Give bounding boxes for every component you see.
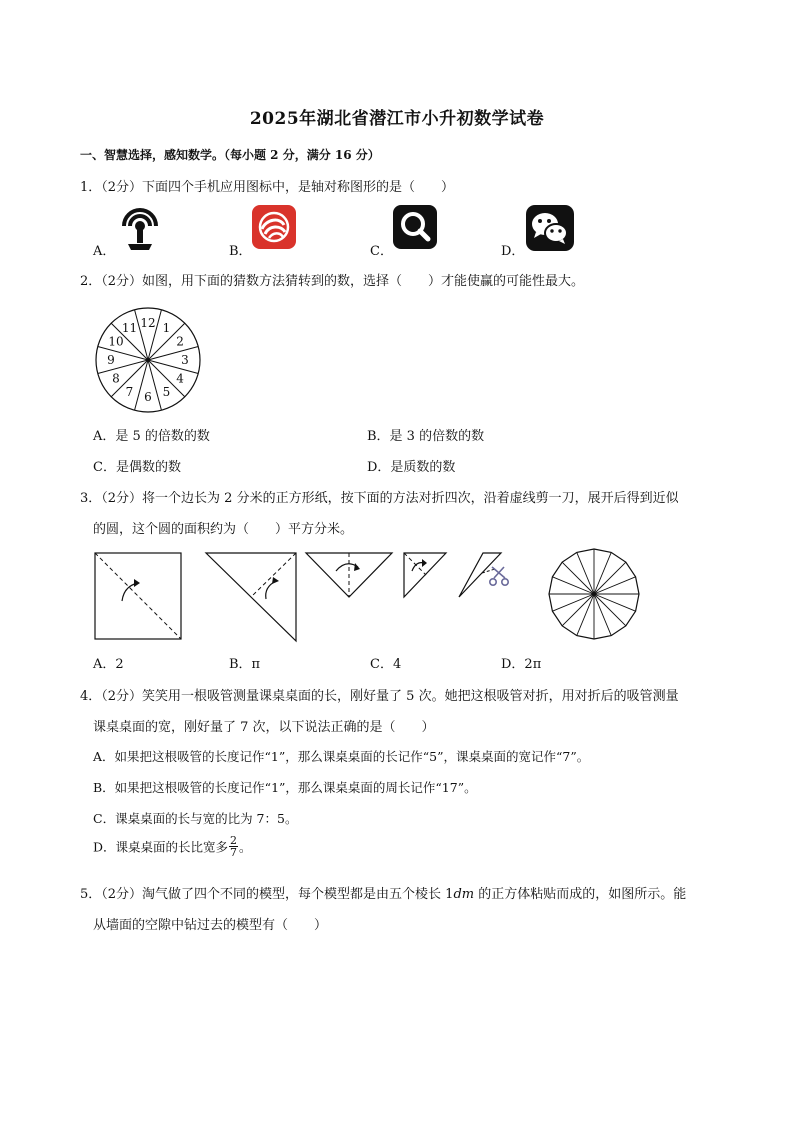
question-3-stem-line2: 的圆，这个圆的面积约为（ ）平方分米。 xyxy=(93,522,354,537)
wheel-number-label: 7 xyxy=(125,385,134,400)
q5-unit: dm xyxy=(453,887,475,902)
swirl-logo-icon xyxy=(252,205,296,249)
section-heading: 一、智慧选择，感知数学。（每小题 2 分，满分 16 分） xyxy=(80,148,380,162)
number-spinner-wheel xyxy=(92,304,204,416)
q3-option-d: D．2π xyxy=(501,657,542,672)
question-1-stem: 1．（2分）下面四个手机应用图标中，是轴对称图形的是（ ） xyxy=(80,180,455,195)
q2-option-d: D．是质数的数 xyxy=(367,460,456,475)
antenna-icon xyxy=(116,204,164,252)
fraction-two-sevenths xyxy=(229,835,238,858)
q4-option-d xyxy=(93,835,252,858)
q4-option-c: C．课桌桌面的长与宽的比为 7：5。 xyxy=(93,811,298,826)
q1-option-a-label: A． xyxy=(93,244,116,259)
fold-step-3-triangle xyxy=(304,551,394,601)
q3-option-b: B．π xyxy=(229,657,261,672)
q3-option-c: C．4 xyxy=(370,657,402,672)
q4-option-a: A．如果把这根吸管的长度记作“1”，那么课桌桌面的长记作“5”，课桌桌面的宽记作“7”。 xyxy=(93,749,590,764)
wheel-number-label: 9 xyxy=(107,353,115,367)
page-title: 2025年湖北省潜江市小升初数学试卷 xyxy=(249,109,545,129)
fraction-denominator: 7 xyxy=(230,846,238,859)
question-3-stem-line1: 3．（2分）将一个边长为 2 分米的正方形纸，按下面的方法对折四次，沿着虚线剪一刀，展开后得到近似 xyxy=(80,491,679,506)
q2-option-a: A．是 5 的倍数的数 xyxy=(93,429,210,444)
question-5-stem-line1 xyxy=(80,883,686,902)
wechat-icon xyxy=(526,205,574,251)
wheel-number-label: 2 xyxy=(176,334,184,349)
q3-option-a: A．2 xyxy=(93,657,124,672)
q1-option-b-label: B． xyxy=(229,244,252,259)
wheel-number-label: 1 xyxy=(162,320,171,335)
wheel-number-label: 8 xyxy=(112,371,120,386)
q4-option-d-end: 。 xyxy=(239,839,252,855)
q4-option-d-text: D．课桌桌面的长比宽多 xyxy=(93,839,229,855)
fold-step-4-triangle xyxy=(402,551,450,601)
question-2-stem: 2．（2分）如图，用下面的猜数方法猜转到的数，选择（ ）才能使赢的可能性最大。 xyxy=(80,274,585,289)
fold-step-2-triangle xyxy=(204,551,298,643)
wheel-number-label: 3 xyxy=(181,353,189,367)
wheel-number-label: 12 xyxy=(140,316,156,330)
q2-option-c: C．是偶数的数 xyxy=(93,460,181,475)
scissors-icon xyxy=(488,564,512,588)
q5-stem-part1: 5．（2分）淘气做了四个不同的模型，每个模型都是由五个棱长 1 xyxy=(80,887,454,902)
q4-option-b: B．如果把这根吸管的长度记作“1”，那么课桌桌面的周长记作“17”。 xyxy=(93,780,477,795)
unfolded-circle-shape xyxy=(546,546,642,642)
question-4-stem-line1: 4．（2分）笑笑用一根吸管测量课桌桌面的长，刚好量了 5 次。她把这根吸管对折，用对折后的吸管测量 xyxy=(80,689,679,704)
fold-step-1-square xyxy=(94,551,184,641)
wheel-number-label: 10 xyxy=(108,334,124,349)
question-4-stem-line2: 课桌桌面的宽，刚好量了 7 次，以下说法正确的是（ ） xyxy=(93,720,435,735)
wheel-number-label: 11 xyxy=(121,320,138,335)
q1-option-c-label: C． xyxy=(370,244,393,259)
q2-option-b: B．是 3 的倍数的数 xyxy=(367,429,485,444)
wheel-number-label: 6 xyxy=(144,390,152,404)
q5-stem-part2: 的正方体粘贴而成的，如图所示。能 xyxy=(474,887,687,902)
search-app-icon xyxy=(393,205,437,249)
wheel-number-label: 5 xyxy=(162,385,171,400)
fraction-numerator: 2 xyxy=(230,834,238,847)
wheel-number-label: 4 xyxy=(176,371,184,386)
q1-option-d-label: D． xyxy=(501,244,525,259)
question-5-stem-line2: 从墙面的空隙中钻过去的模型有（ ） xyxy=(93,918,328,933)
